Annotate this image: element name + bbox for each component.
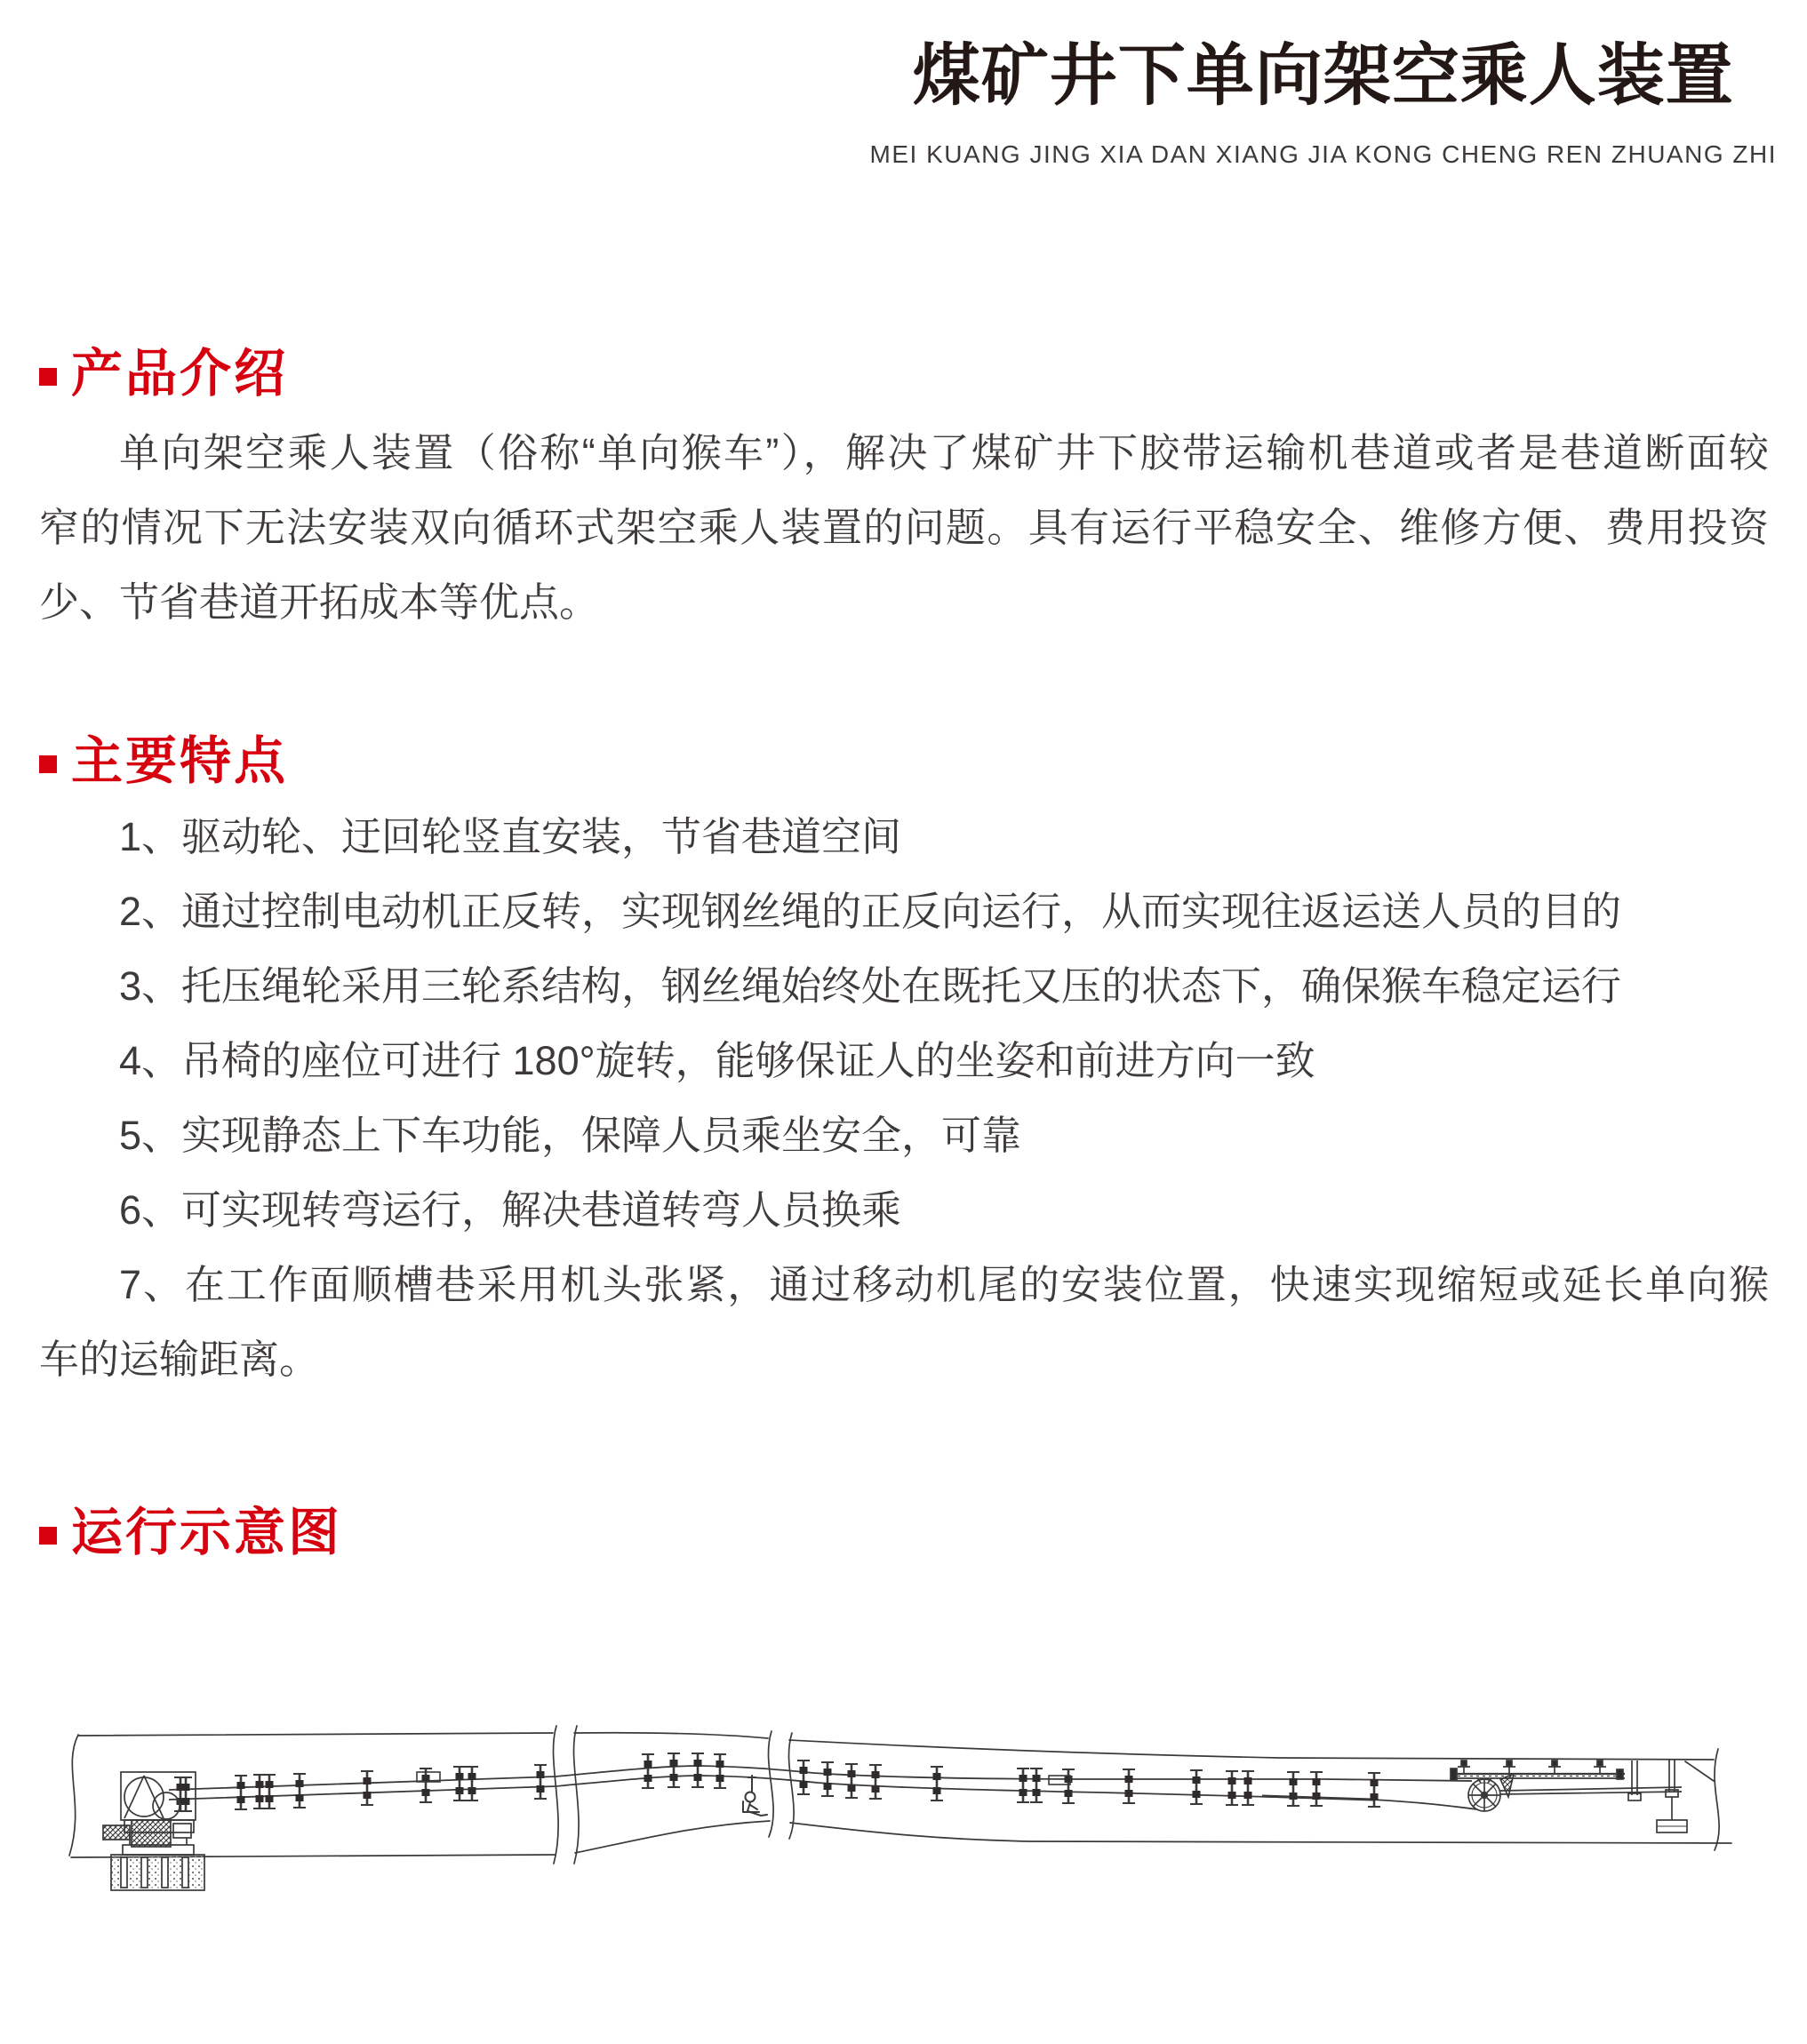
feature-item: 4、吊椅的座位可进行 180°旋转，能够保证人的坐姿和前进方向一致 xyxy=(119,1038,1315,1083)
red-square-bullet-icon xyxy=(39,1527,57,1545)
feature-item: 3、托压绳轮采用三轮系结构，钢丝绳始终处在既托又压的状态下，确保猴车稳定运行 xyxy=(119,963,1622,1009)
intro-line: 单向架空乘人装置（俗称“单向猴车”），解决了煤矿井下胶带运输机巷道或者是巷道断面较 xyxy=(119,430,1769,475)
section-heading-features-label: 主要特点 xyxy=(71,732,289,790)
feature-item: 7、在工作面顺槽巷采用机头张紧，通过移动机尾的安装位置，快速实现缩短或延长单向猴 xyxy=(119,1262,1769,1307)
section-heading-operation-diagram xyxy=(39,1504,343,1561)
section-heading-operation-diagram-label: 运行示意图 xyxy=(71,1504,343,1561)
section-heading-features xyxy=(39,732,289,790)
section-heading-product-intro xyxy=(39,345,289,403)
feature-item: 5、实现静态上下车功能，保障人员乘坐安全，可靠 xyxy=(119,1113,1022,1158)
feature-item: 2、通过控制电动机正反转，实现钢丝绳的正反向运行，从而实现往返运送人员的目的 xyxy=(119,889,1622,934)
rope-hangers xyxy=(174,1753,1380,1811)
red-square-bullet-icon xyxy=(39,368,57,386)
beam-trolleys xyxy=(1458,1761,1606,1774)
page-subtitle-pinyin: MEI KUANG JING XIA DAN XIANG JIA KONG CHENG REN ZHUANG ZHI xyxy=(869,140,1777,168)
wire-rope xyxy=(169,1766,1477,1809)
intro-line: 窄的情况下无法安装双向循环式架空乘人装置的问题。具有运行平稳安全、维修方便、费用投资 xyxy=(39,505,1769,550)
feature-item-continuation: 车的运输距离。 xyxy=(39,1337,320,1382)
page-title: 煤矿井下单向架空乘人装置 xyxy=(912,38,1734,114)
rider-figure xyxy=(743,1776,767,1816)
feature-item: 6、可实现转弯运行，解决巷道转弯人员换乘 xyxy=(119,1187,902,1233)
tension-weight-assembly xyxy=(1628,1760,1687,1832)
section-heading-product-intro-label: 产品介绍 xyxy=(71,345,289,403)
intro-paragraph xyxy=(39,416,1769,640)
features-list xyxy=(39,800,1769,1397)
red-square-bullet-icon xyxy=(39,755,57,773)
intro-line: 少、节省巷道开拓成本等优点。 xyxy=(39,579,600,625)
page-header xyxy=(869,38,1777,169)
foundation-block xyxy=(111,1855,204,1890)
return-wheel-assembly xyxy=(1451,1761,1682,1811)
feature-item: 1、驱动轮、迂回轮竖直安装，节省巷道空间 xyxy=(119,814,902,859)
operation-diagram xyxy=(36,1715,1769,1902)
